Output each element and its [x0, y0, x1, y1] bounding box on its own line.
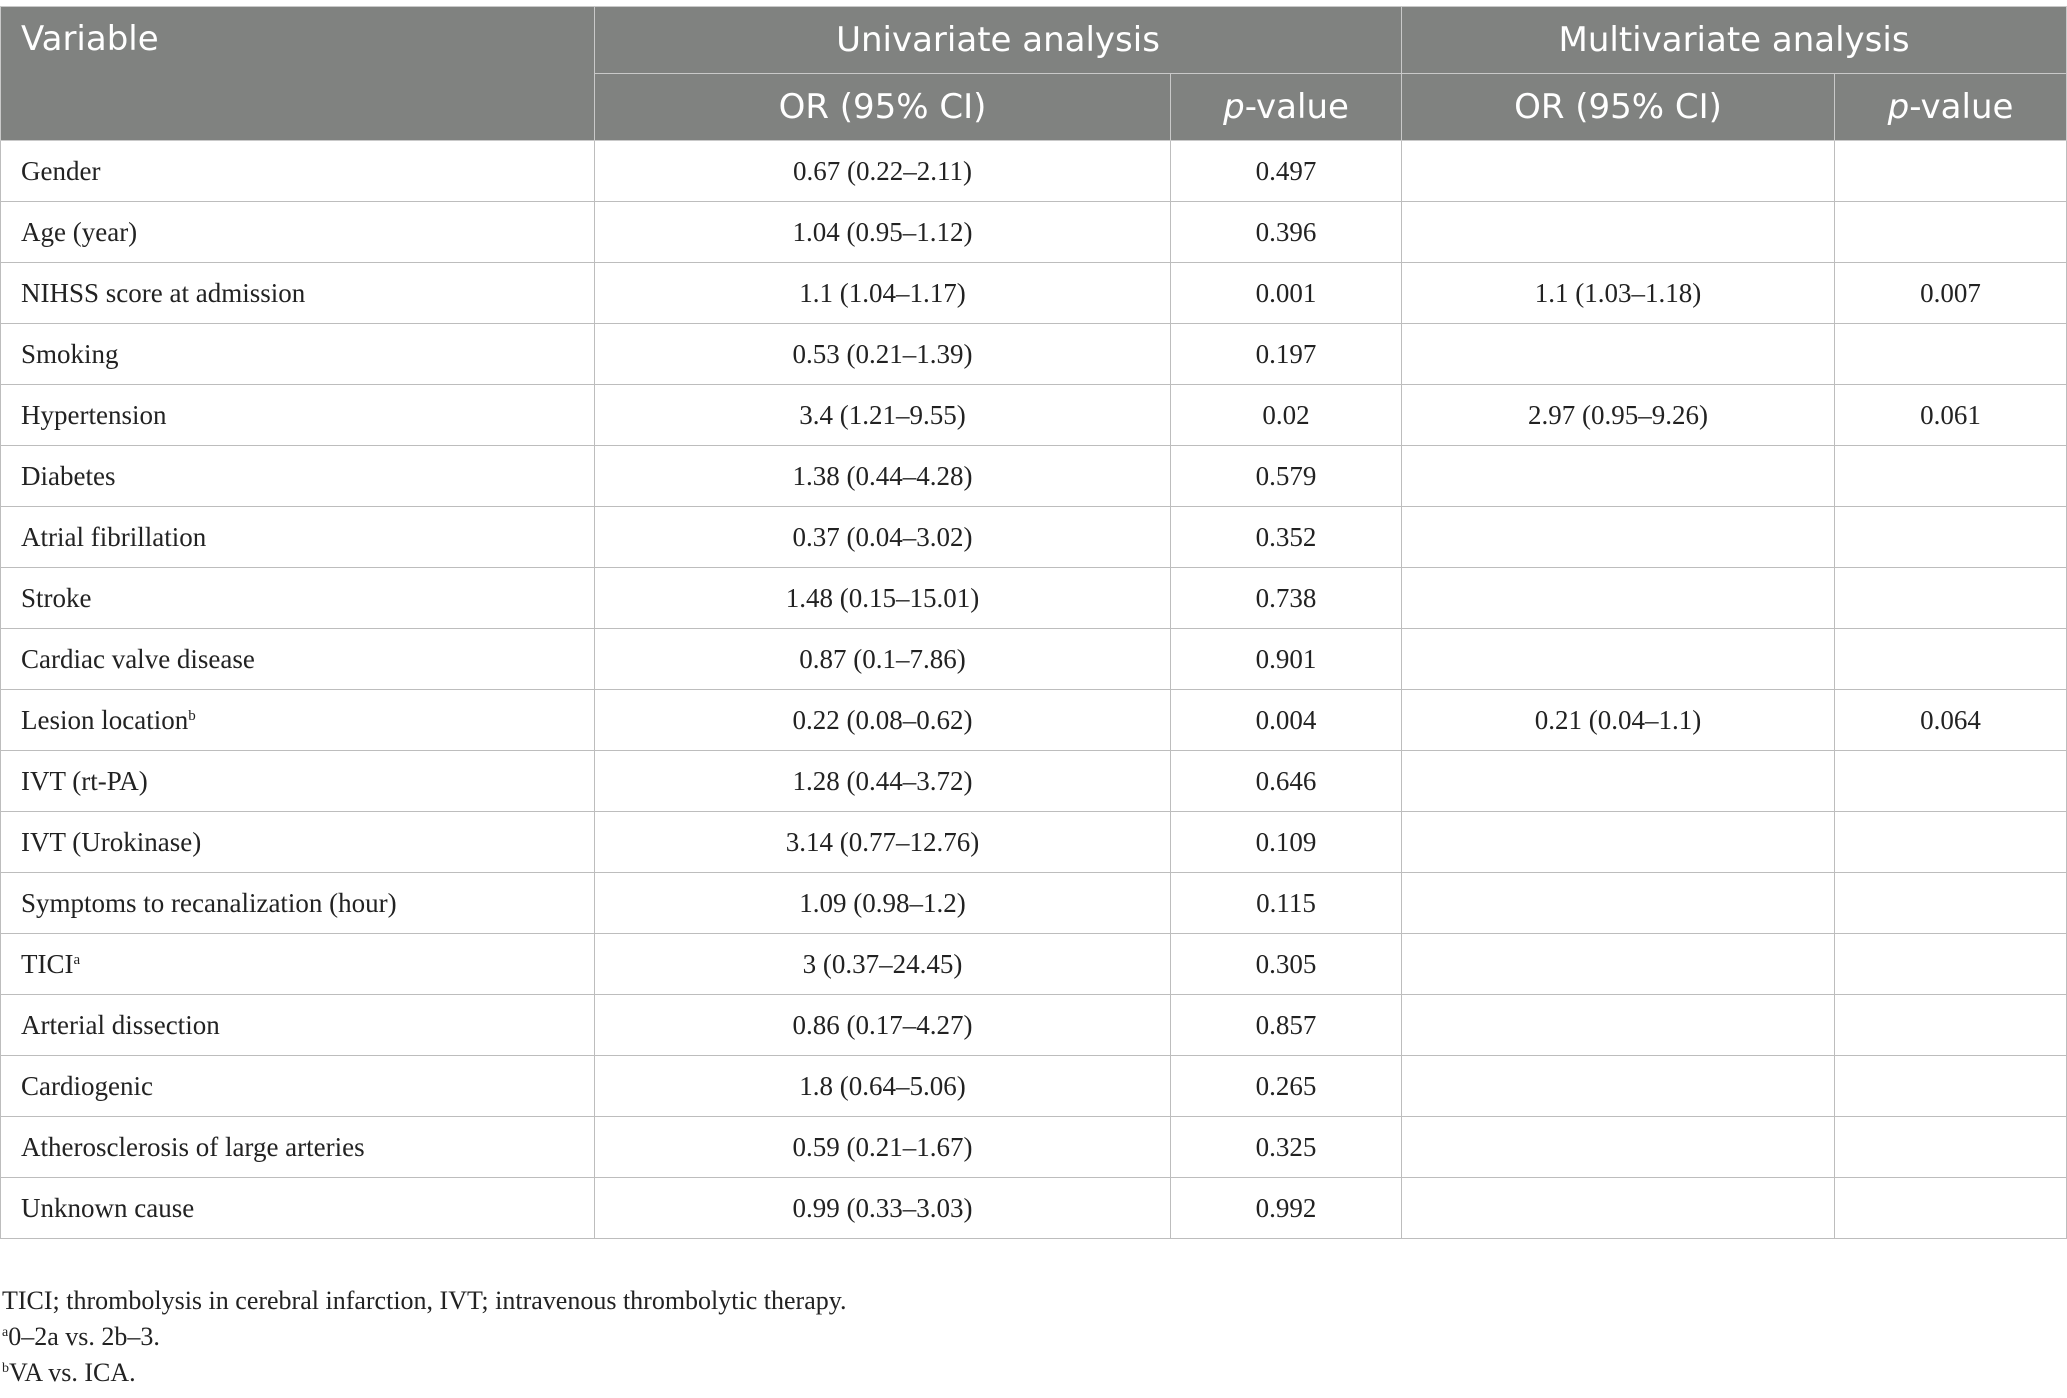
- univariate-p-cell: 0.352: [1171, 507, 1402, 568]
- multivariate-or-cell: [1402, 324, 1835, 385]
- table-row: [1, 568, 2067, 629]
- multivariate-p-cell: [1835, 202, 2067, 263]
- variable-cell: [1, 202, 595, 263]
- footnote-marker: b: [188, 707, 196, 724]
- univariate-or-cell: 0.37 (0.04–3.02): [595, 507, 1171, 568]
- multivariate-p-cell: [1835, 141, 2067, 202]
- univariate-or-cell: 0.99 (0.33–3.03): [595, 1178, 1171, 1239]
- variable-cell: [1, 1117, 595, 1178]
- regression-table: [0, 6, 2067, 1239]
- variable-cell: [1, 507, 595, 568]
- footnote-marker: a: [73, 951, 81, 968]
- footnote-abbreviations: TICI; thrombolysis in cerebral infarction, IVT; intravenous thrombolytic therapy.: [2, 1286, 847, 1315]
- variable-label: Atrial fibrillation: [21, 521, 207, 552]
- variable-cell: [1, 1178, 595, 1239]
- multivariate-or-cell: [1402, 995, 1835, 1056]
- table-row: [1, 202, 2067, 263]
- multivariate-or-cell: [1402, 629, 1835, 690]
- multivariate-or-cell: [1402, 751, 1835, 812]
- multivariate-p-cell: [1835, 995, 2067, 1056]
- table-row: [1, 324, 2067, 385]
- variable-cell: [1, 568, 595, 629]
- univariate-or-cell: 0.22 (0.08–0.62): [595, 690, 1171, 751]
- multivariate-header: Multivariate analysis: [1402, 7, 2067, 74]
- variable-label: Unknown cause: [21, 1192, 195, 1223]
- univariate-or-cell: 1.8 (0.64–5.06): [595, 1056, 1171, 1117]
- table-row: [1, 690, 2067, 751]
- univariate-or-cell: 1.48 (0.15–15.01): [595, 568, 1171, 629]
- univariate-p-cell: 0.001: [1171, 263, 1402, 324]
- multivariate-or-cell: [1402, 141, 1835, 202]
- footnote-b-mark: b: [2, 1361, 9, 1376]
- p-suffix: -value: [1244, 87, 1349, 127]
- multivariate-p-cell: [1835, 507, 2067, 568]
- multivariate-p-cell: [1835, 1056, 2067, 1117]
- table-body: [1, 141, 2067, 1239]
- univariate-p-cell: 0.857: [1171, 995, 1402, 1056]
- multivariate-or-cell: [1402, 934, 1835, 995]
- table-header: [1, 7, 2067, 141]
- univariate-p-cell: 0.305: [1171, 934, 1402, 995]
- footnote-b-text: VA vs. ICA.: [9, 1358, 136, 1387]
- variable-label: TICI: [21, 948, 74, 979]
- univariate-p-cell: 0.109: [1171, 812, 1402, 873]
- variable-cell: [1, 995, 595, 1056]
- univariate-p-cell: 0.992: [1171, 1178, 1402, 1239]
- variable-column-header: Variable: [1, 7, 595, 141]
- multivariate-or-cell: [1402, 1117, 1835, 1178]
- variable-cell: [1, 690, 595, 751]
- variable-label: Atherosclerosis of large arteries: [21, 1131, 365, 1162]
- univariate-p-cell: 0.901: [1171, 629, 1402, 690]
- p-italic: p: [1223, 87, 1245, 127]
- multivariate-p-cell: 0.007: [1835, 263, 2067, 324]
- multivariate-or-header: OR (95% CI): [1402, 74, 1835, 141]
- multivariate-p-cell: [1835, 1178, 2067, 1239]
- multivariate-or-cell: [1402, 507, 1835, 568]
- footnote-a-mark: a: [2, 1325, 9, 1340]
- variable-label: Lesion location: [21, 704, 189, 735]
- variable-cell: [1, 812, 595, 873]
- p-italic: p: [1887, 87, 1910, 127]
- variable-label: Diabetes: [21, 460, 116, 491]
- p-suffix: -value: [1909, 87, 2014, 127]
- univariate-p-cell: 0.325: [1171, 1117, 1402, 1178]
- variable-label: Gender: [21, 155, 101, 186]
- footnote-a-text: 0–2a vs. 2b–3.: [8, 1322, 160, 1351]
- univariate-p-header: [1171, 74, 1402, 141]
- univariate-or-cell: 1.1 (1.04–1.17): [595, 263, 1171, 324]
- table-row: [1, 385, 2067, 446]
- variable-label: Cardiogenic: [21, 1070, 153, 1101]
- variable-label: Stroke: [21, 582, 92, 613]
- variable-cell: [1, 629, 595, 690]
- footnote-b: [2, 1355, 847, 1391]
- multivariate-p-cell: [1835, 629, 2067, 690]
- variable-cell: [1, 934, 595, 995]
- univariate-or-cell: 1.28 (0.44–3.72): [595, 751, 1171, 812]
- table-footnotes: [2, 1283, 847, 1391]
- table-row: [1, 141, 2067, 202]
- multivariate-or-cell: [1402, 873, 1835, 934]
- multivariate-p-cell: 0.061: [1835, 385, 2067, 446]
- univariate-or-cell: 3.4 (1.21–9.55): [595, 385, 1171, 446]
- variable-label: Smoking: [21, 338, 119, 369]
- multivariate-p-cell: [1835, 751, 2067, 812]
- table-row: [1, 263, 2067, 324]
- univariate-or-cell: 0.87 (0.1–7.86): [595, 629, 1171, 690]
- multivariate-p-cell: [1835, 934, 2067, 995]
- univariate-p-cell: 0.396: [1171, 202, 1402, 263]
- univariate-p-cell: 0.115: [1171, 873, 1402, 934]
- variable-cell: [1, 873, 595, 934]
- multivariate-or-cell: 1.1 (1.03–1.18): [1402, 263, 1835, 324]
- multivariate-or-cell: [1402, 812, 1835, 873]
- variable-cell: [1, 324, 595, 385]
- multivariate-p-cell: 0.064: [1835, 690, 2067, 751]
- univariate-or-cell: 1.38 (0.44–4.28): [595, 446, 1171, 507]
- table-row: [1, 812, 2067, 873]
- univariate-or-header: OR (95% CI): [595, 74, 1171, 141]
- multivariate-or-cell: 2.97 (0.95–9.26): [1402, 385, 1835, 446]
- multivariate-or-cell: [1402, 446, 1835, 507]
- multivariate-p-cell: [1835, 812, 2067, 873]
- table-row: [1, 507, 2067, 568]
- table-row: [1, 629, 2067, 690]
- multivariate-or-cell: [1402, 1056, 1835, 1117]
- univariate-p-cell: 0.265: [1171, 1056, 1402, 1117]
- variable-label: Age (year): [21, 216, 138, 247]
- table-row: [1, 1117, 2067, 1178]
- table-row: [1, 995, 2067, 1056]
- variable-cell: [1, 385, 595, 446]
- variable-label: IVT (rt-PA): [21, 765, 148, 796]
- results-table-container: [0, 6, 2067, 1239]
- variable-label: Cardiac valve disease: [21, 643, 255, 674]
- univariate-or-cell: 1.04 (0.95–1.12): [595, 202, 1171, 263]
- univariate-or-cell: 0.59 (0.21–1.67): [595, 1117, 1171, 1178]
- variable-cell: [1, 446, 595, 507]
- univariate-or-cell: 1.09 (0.98–1.2): [595, 873, 1171, 934]
- univariate-or-cell: 3 (0.37–24.45): [595, 934, 1171, 995]
- multivariate-or-cell: 0.21 (0.04–1.1): [1402, 690, 1835, 751]
- univariate-p-cell: 0.646: [1171, 751, 1402, 812]
- variable-label: Arterial dissection: [21, 1009, 220, 1040]
- multivariate-or-cell: [1402, 568, 1835, 629]
- multivariate-p-cell: [1835, 1117, 2067, 1178]
- univariate-or-cell: 0.86 (0.17–4.27): [595, 995, 1171, 1056]
- univariate-p-cell: 0.579: [1171, 446, 1402, 507]
- footnote-a: [2, 1319, 847, 1355]
- multivariate-or-cell: [1402, 202, 1835, 263]
- variable-cell: [1, 141, 595, 202]
- multivariate-p-header: [1835, 74, 2067, 141]
- univariate-p-cell: 0.004: [1171, 690, 1402, 751]
- univariate-or-cell: 3.14 (0.77–12.76): [595, 812, 1171, 873]
- multivariate-p-cell: [1835, 446, 2067, 507]
- table-row: [1, 1056, 2067, 1117]
- univariate-header: Univariate analysis: [595, 7, 1402, 74]
- univariate-p-cell: 0.197: [1171, 324, 1402, 385]
- variable-label: Hypertension: [21, 399, 167, 430]
- multivariate-p-cell: [1835, 324, 2067, 385]
- table-row: [1, 873, 2067, 934]
- table-row: [1, 1178, 2067, 1239]
- variable-label: IVT (Urokinase): [21, 826, 202, 857]
- univariate-p-cell: 0.738: [1171, 568, 1402, 629]
- multivariate-p-cell: [1835, 568, 2067, 629]
- variable-label: Symptoms to recanalization (hour): [21, 887, 397, 918]
- multivariate-or-cell: [1402, 1178, 1835, 1239]
- variable-cell: [1, 263, 595, 324]
- variable-cell: [1, 751, 595, 812]
- univariate-or-cell: 0.67 (0.22–2.11): [595, 141, 1171, 202]
- table-row: [1, 934, 2067, 995]
- table-row: [1, 751, 2067, 812]
- variable-cell: [1, 1056, 595, 1117]
- table-row: [1, 446, 2067, 507]
- univariate-p-cell: 0.497: [1171, 141, 1402, 202]
- variable-label: NIHSS score at admission: [21, 277, 306, 308]
- multivariate-p-cell: [1835, 873, 2067, 934]
- univariate-p-cell: 0.02: [1171, 385, 1402, 446]
- univariate-or-cell: 0.53 (0.21–1.39): [595, 324, 1171, 385]
- header-row-groups: [1, 7, 2067, 74]
